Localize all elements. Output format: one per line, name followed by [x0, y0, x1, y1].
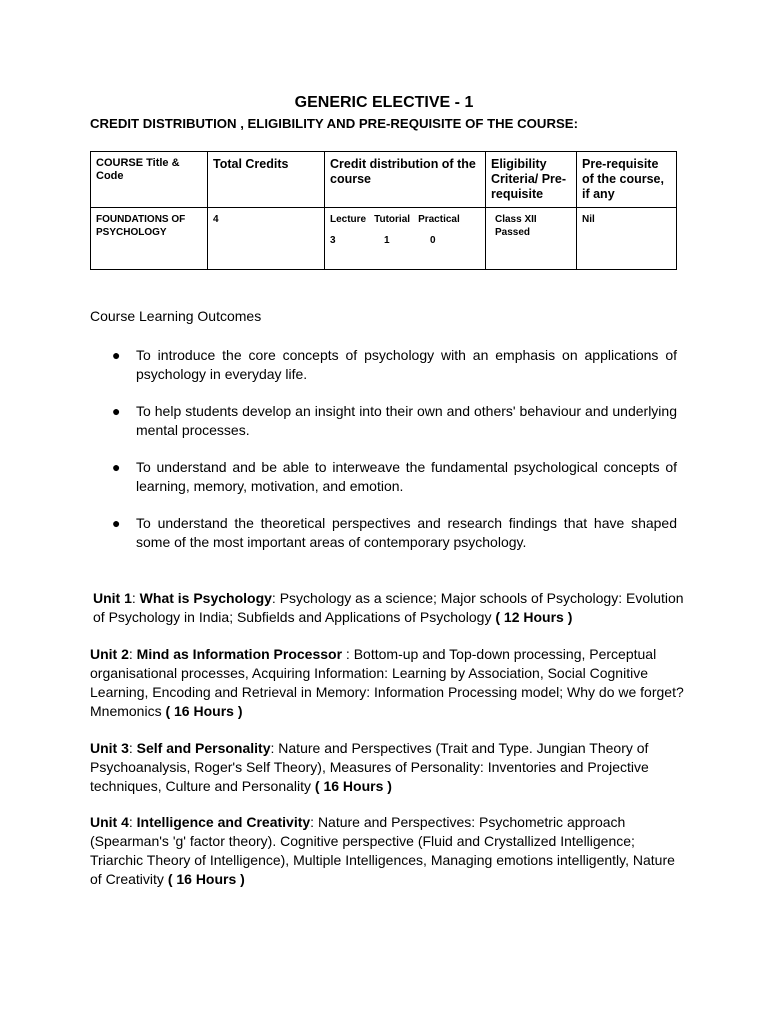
table-header-row: [91, 152, 677, 208]
table-row: [91, 208, 677, 270]
lecture-value: 3: [330, 235, 336, 246]
header-course: COURSE Title & Code: [91, 152, 208, 208]
header-credit-distribution: Credit distribution of the course: [325, 152, 486, 208]
bullet-icon: ●: [112, 403, 121, 419]
lecture-label: Lecture: [330, 214, 367, 225]
cell-course: FOUNDATIONS OF PSYCHOLOGY: [91, 208, 208, 270]
cell-total-credits: 4: [208, 208, 325, 270]
page-subtitle: CREDIT DISTRIBUTION , ELIGIBILITY AND PRE-REQUISITE OF THE COURSE:: [90, 116, 578, 131]
cell-credit-distribution: [325, 208, 486, 270]
tutorial-value: 1: [384, 235, 390, 246]
credit-distribution-table: [90, 151, 677, 270]
outcomes-heading: Course Learning Outcomes: [90, 308, 262, 324]
practical-value: 0: [430, 235, 436, 246]
header-total-credits: Total Credits: [208, 152, 325, 208]
unit-2: Unit 2: Mind as Information Processor : Bottom-up and Top-down processing, Perceptual organisational processes, Acquiring Information: Learning by Association, Social Cognitive Learning, Encoding and Retrieval in Memory: Information Processing model; Why do we forget? Mnemonics ( 16 Hours ): [90, 646, 684, 719]
tutorial-label: Tutorial: [374, 214, 411, 225]
practical-label: Practical: [418, 214, 460, 225]
cell-prerequisite: Nil: [577, 208, 677, 270]
outcomes-list: [90, 346, 677, 570]
header-prerequisite: Pre-requisite of the course, if any: [577, 152, 677, 208]
bullet-icon: ●: [112, 515, 121, 531]
bullet-icon: ●: [112, 459, 121, 475]
list-item: ● To help students develop an insight into their own and others' behaviour and underlying mental processes.: [112, 403, 677, 438]
header-eligibility: Eligibility Criteria/ Pre-requisite: [486, 152, 577, 208]
unit-4: Unit 4: Intelligence and Creativity: Nature and Perspectives: Psychometric approach (Spearman's 'g' factor theory). Cognitive perspective (Fluid and Crystallized Intelligence; Triarchic Theory of Intelligence), Multiple Intelligences, Managing emotions intelligently, Nature of Creativity ( 16 Hours ): [90, 814, 675, 887]
page-title: GENERIC ELECTIVE - 1: [294, 94, 474, 111]
unit-3: Unit 3: Self and Personality: Nature and Perspectives (Trait and Type. Jungian Theory of Psychoanalysis, Roger's Self Theory), Measures of Personality: Inventories and Projective techniques, Culture and Personality ( 16 Hours ): [90, 740, 649, 794]
list-item: ● To understand the theoretical perspectives and research findings that have shaped some of the most important areas of contemporary psychology.: [112, 515, 677, 550]
list-item: ● To understand and be able to interweave the fundamental psychological concepts of learning, memory, motivation, and emotion.: [112, 459, 677, 494]
cell-eligibility: Class XII Passed: [486, 208, 577, 270]
unit-1: Unit 1: What is Psychology: Psychology as a science; Major schools of Psychology: Evolution of Psychology in India; Subfields and Applications of Psychology ( 12 Hours ): [93, 590, 684, 625]
list-item: ● To introduce the core concepts of psychology with an emphasis on applications of psychology in everyday life.: [112, 347, 677, 382]
bullet-icon: ●: [112, 347, 121, 363]
